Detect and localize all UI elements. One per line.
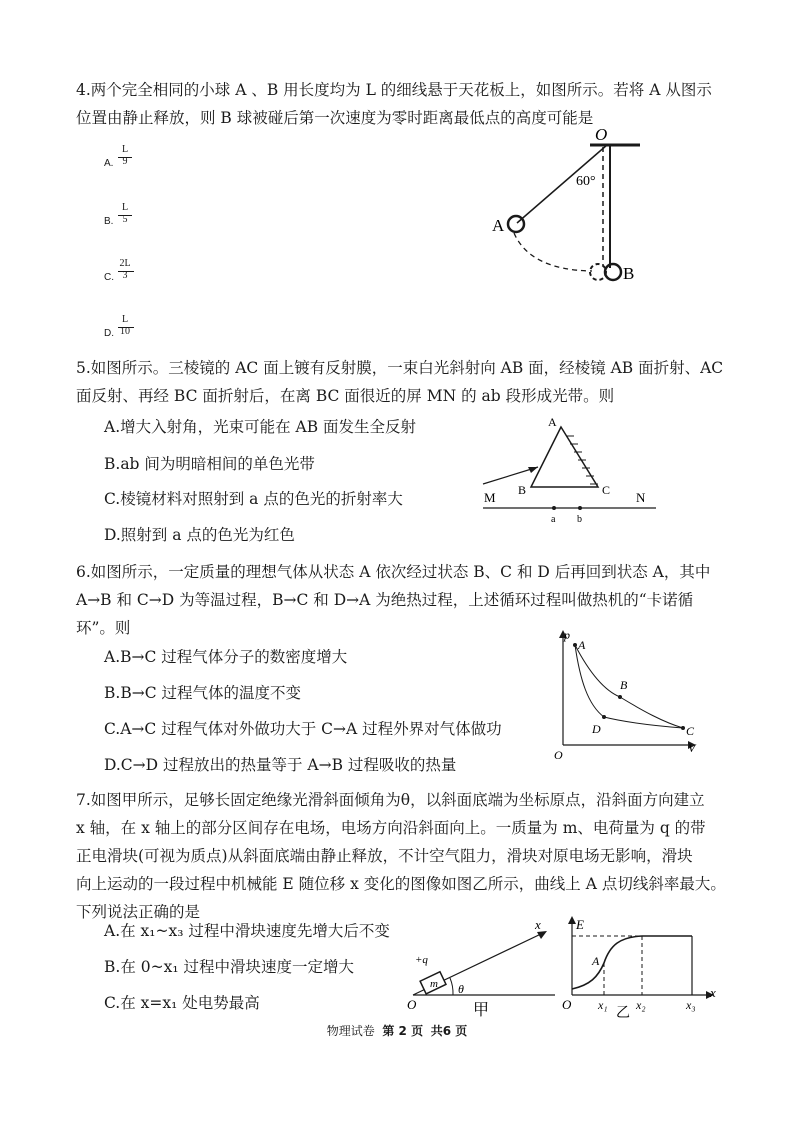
- yi-e-axis-arrow: [568, 916, 576, 924]
- q6-stem-line2: A→B 和 C→D 为等温过程，B→C 和 D→A 为绝热过程，上述循环过程叫做热机的“卡诺循: [76, 591, 694, 609]
- yi-caption: 乙: [616, 1006, 630, 1020]
- point-b-label: b: [577, 514, 582, 525]
- slider-q-label: +q: [415, 954, 428, 966]
- footer-subject: 物理试卷: [326, 1024, 375, 1038]
- point-o-label: O: [595, 125, 608, 144]
- q6-option-b[interactable]: B.B→C 过程气体的温度不变: [104, 684, 301, 702]
- q7-option-b[interactable]: B.在 0~x₁ 过程中滑块速度一定增大: [104, 958, 354, 976]
- q6-pv-diagram: [548, 625, 708, 765]
- q7-stem-line3: 正电滑块(可视为质点)从斜面底端由静止释放，不计空气阻力，滑块对原电场无影响，滑块: [76, 847, 693, 865]
- q7-stem-line5: 下列说法正确的是: [76, 903, 201, 921]
- q5-stem-line1: 5.如图所示。三棱镜的 AC 面上镀有反射膜，一束白光斜射向 AB 面，经棱镜 AB 面折射、AC: [76, 359, 724, 377]
- screen-n-label: N: [636, 490, 646, 505]
- curve-adc: [575, 645, 683, 728]
- q6-stem-line1: 6.如图所示，一定质量的理想气体从状态 A 依次经过状态 B、C 和 D 后再回到状态 A，其中: [76, 563, 711, 581]
- q7-option-a[interactable]: A.在 x₁~x₃ 过程中滑块速度先增大后不变: [104, 922, 390, 940]
- state-c-dot: [681, 726, 685, 730]
- x1-label: x₁: [598, 998, 608, 1012]
- state-d-dot: [602, 715, 606, 719]
- ball-b: [605, 264, 621, 280]
- point-a-label: a: [551, 514, 556, 525]
- q7-incline-figure-jia: [395, 915, 565, 1020]
- state-d-label: D: [592, 722, 601, 736]
- yi-x-label: x: [710, 985, 716, 1000]
- q7-stem-line1: 7.如图甲所示，足够长固定绝缘光滑斜面倾角为θ，以斜面底端为坐标原点，沿斜面方向建立: [76, 791, 705, 809]
- jia-x-label: x: [535, 917, 541, 932]
- incident-arrow: [528, 467, 538, 473]
- prism-triangle: [531, 427, 598, 487]
- q5-option-b[interactable]: B.ab 间为明暗相间的单色光带: [104, 455, 315, 473]
- ball-a-label: A: [492, 216, 505, 235]
- ball-a-final: [590, 264, 606, 280]
- yi-e-label: E: [576, 917, 584, 932]
- prism-c-label: C: [602, 483, 611, 497]
- state-b-label: B: [620, 678, 628, 692]
- v-axis-label: V: [688, 741, 696, 755]
- q6-option-a[interactable]: A.B→C 过程气体分子的数密度增大: [104, 648, 348, 666]
- theta-arc: [450, 978, 453, 995]
- energy-curve: [572, 936, 642, 989]
- q5-option-c[interactable]: C.棱镜材料对照射到 a 点的色光的折射率大: [104, 490, 403, 508]
- q6-option-c[interactable]: C.A→C 过程气体对外做功大于 C→A 过程外界对气体做功: [104, 720, 502, 738]
- jia-origin-label: O: [407, 997, 417, 1012]
- curve-abc: [575, 645, 683, 728]
- q6-option-d[interactable]: D.C→D 过程放出的热量等于 A→B 过程吸收的热量: [104, 756, 457, 774]
- q7-energy-graph-yi: [560, 915, 730, 1020]
- q4-pendulum-figure: [480, 125, 660, 295]
- state-a-label: A: [578, 638, 586, 652]
- q5-option-a[interactable]: A.增大入射角，光束可能在 AB 面发生全反射: [104, 418, 417, 436]
- angle-label: 60°: [576, 174, 596, 189]
- point-b: [578, 506, 582, 510]
- q7-stem-line2: x 轴，在 x 轴上的部分区间存在电场，电场方向沿斜面向上。一质量为 m、电荷量为 q 的带: [76, 819, 706, 837]
- point-a: [552, 506, 556, 510]
- q5-prism-figure: [478, 412, 658, 527]
- arc-path: [514, 233, 592, 271]
- state-a-dot: [573, 643, 577, 647]
- state-c-label: C: [686, 724, 695, 738]
- q5-stem-line2: 面反射、再经 BC 面折射后，在离 BC 面很近的屏 MN 的 ab 段形成光带。则: [76, 387, 615, 405]
- q4-stem: [76, 76, 726, 132]
- q4-stem-line1: 4.两个完全相同的小球 A 、B 用长度均为 L 的细线悬于天花板上，如图所示。若将 A 从图示: [76, 81, 712, 99]
- prism-a-label: A: [548, 415, 557, 429]
- jia-caption: 甲: [473, 1002, 490, 1019]
- ball-a: [508, 216, 524, 232]
- yi-origin-label: O: [562, 997, 572, 1012]
- q5-option-d[interactable]: D.照射到 a 点的色光为红色: [104, 526, 295, 544]
- p-axis-label: p: [564, 628, 570, 642]
- footer-page-number: 第 2 页: [382, 1024, 424, 1038]
- prism-b-label: B: [518, 483, 527, 497]
- slider-m-label: m: [430, 978, 438, 990]
- theta-label: θ: [458, 982, 464, 996]
- screen-m-label: M: [484, 490, 496, 505]
- q5-stem: [76, 354, 726, 410]
- q7-stem-line4: 向上运动的一段过程中机械能 E 随位移 x 变化的图像如图乙所示，曲线上 A 点切线斜率最大。: [76, 875, 726, 893]
- footer-total-pages: 共6 页: [430, 1024, 468, 1038]
- origin-label: O: [554, 748, 563, 762]
- x2-label: x₂: [636, 998, 646, 1012]
- page-footer: [0, 1022, 794, 1039]
- ball-b-label: B: [623, 264, 635, 283]
- q6-stem-line3: 环”。则: [76, 619, 131, 637]
- x3-label: x₃: [686, 998, 696, 1012]
- q7-stem: [76, 786, 726, 926]
- state-b-dot: [618, 695, 622, 699]
- q7-option-c[interactable]: C.在 x=x₁ 处电势最高: [104, 994, 260, 1012]
- q4-stem-line2: 位置由静止释放，则 B 球被碰后第一次速度为零时距离最低点的高度可能是: [76, 109, 594, 127]
- yi-point-a-label: A: [592, 954, 600, 968]
